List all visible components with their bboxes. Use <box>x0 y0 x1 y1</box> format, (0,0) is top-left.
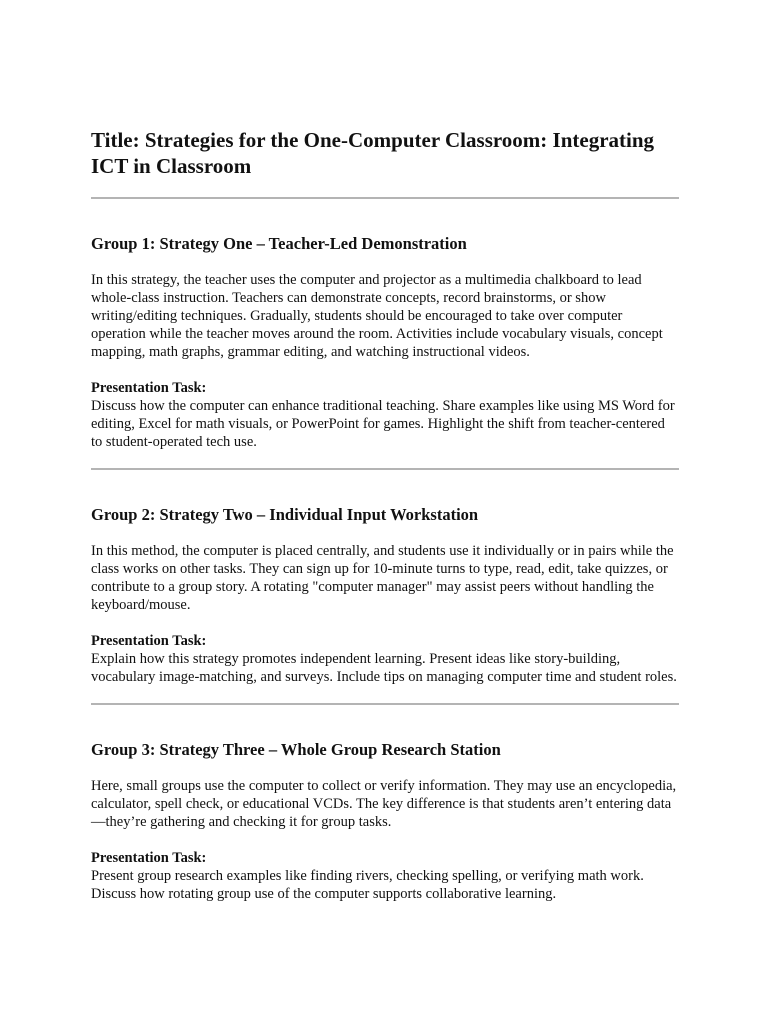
section-group-3 <box>91 740 679 903</box>
presentation-task-label: Presentation Task: <box>91 850 207 866</box>
document-page <box>91 127 679 903</box>
section-divider <box>91 703 679 705</box>
section-group-2 <box>91 505 679 686</box>
section-heading: Group 3: Strategy Three – Whole Group Research Station <box>91 740 501 759</box>
section-heading: Group 2: Strategy Two – Individual Input Workstation <box>91 505 479 524</box>
presentation-task-text: Discuss how the computer can enhance traditional teaching. Share examples like using MS Word for editing, Excel for math visuals, or PowerPoint for games. Highlight the shift from teacher-centered to student-operated tech use. <box>91 398 675 450</box>
section-description: Here, small groups use the computer to collect or verify information. They may use an encyclopedia, calculator, spell check, or educational VCDs. The key difference is that students aren’t entering data—they’re gathering and checking it for group tasks. <box>91 778 677 830</box>
section-heading: Group 1: Strategy One – Teacher-Led Demonstration <box>91 234 467 253</box>
presentation-task-label: Presentation Task: <box>91 380 207 396</box>
presentation-task-label: Presentation Task: <box>91 633 207 649</box>
section-description: In this method, the computer is placed centrally, and students use it individually or in pairs while the class works on other tasks. They can sign up for 10-minute turns to type, read, edit, take quizzes, or contribute to a group story. A rotating "computer manager" may assist peers without handling the keyboard/mouse. <box>91 543 674 613</box>
document-title: Title: Strategies for the One-Computer Classroom: Integrating ICT in Classroom <box>91 128 655 178</box>
section-divider <box>91 468 679 470</box>
section-group-1 <box>91 234 679 451</box>
section-divider <box>91 197 679 199</box>
presentation-task-text: Present group research examples like finding rivers, checking spelling, or verifying math work. Discuss how rotating group use of the computer supports collaborative learning. <box>91 868 644 902</box>
presentation-task-text: Explain how this strategy promotes independent learning. Present ideas like story-building, vocabulary image-matching, and surveys. Include tips on managing computer time and student roles. <box>91 651 677 685</box>
section-description: In this strategy, the teacher uses the computer and projector as a multimedia chalkboard to lead whole-class instruction. Teachers can demonstrate concepts, record brainstorms, or show writing/editing techniques. Gradually, students should be encouraged to take over computer operation while the teacher moves around the room. Activities include vocabulary visuals, concept mapping, math graphs, grammar editing, and watching instructional videos. <box>91 272 663 360</box>
